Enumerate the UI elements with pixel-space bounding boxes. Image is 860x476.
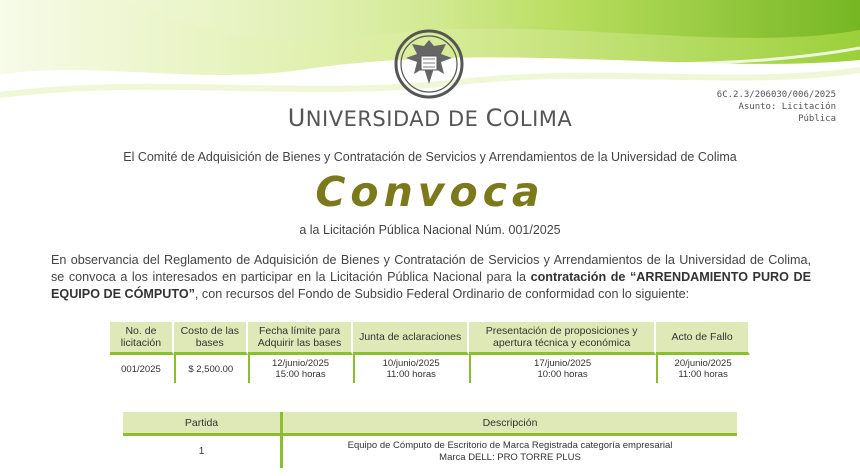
cell-fecha-limite: 12/junio/2025 15:00 horas <box>248 355 354 383</box>
licitation-number: a la Licitación Pública Nacional Núm. 001/2025 <box>299 223 561 237</box>
intro-paragraph: En observancia del Reglamento de Adquisición de Bienes y Contratación de Servicios y Arrendamientos de la Universidad de Colima, se convoca a los interesados en participar en la Licitación Pública Nacional para la contratación de “ARRENDAMIENTO PURO DE EQUIPO DE CÓMPUTO”, con recursos del Fondo de Subsidio Federal Ordinario de conformidad con lo siguiente: <box>51 253 811 301</box>
reference-subject-cont: Pública <box>798 114 836 124</box>
document-reference <box>717 89 836 125</box>
col-fecha-limite: Fecha límite para Adquirir las bases <box>248 322 354 355</box>
col-partida: Partida <box>123 412 283 436</box>
university-name: UNIVERSIDAD DE COLIMA <box>287 104 573 132</box>
items-header-row <box>123 412 737 436</box>
col-fallo: Acto de Fallo <box>656 322 750 355</box>
schedule-table <box>110 322 750 383</box>
cell-licitacion: 001/2025 <box>110 355 174 383</box>
cell-descripcion: Equipo de Cómputo de Escritorio de Marca Registrada categoría empresarial Marca DELL: PRO TORRE PLUS <box>347 440 673 463</box>
cell-partida: 1 <box>123 436 283 468</box>
cell-presentacion: 17/junio/2025 10:00 horas <box>469 355 656 383</box>
col-licitacion: No. de licitación <box>110 322 174 355</box>
schedule-header-row <box>110 322 750 355</box>
reference-code: 6C.2.3/206030/006/2025 <box>716 90 836 100</box>
cell-fallo: 20/junio/2025 11:00 horas <box>656 355 750 383</box>
university-seal-icon <box>394 28 464 100</box>
col-junta: Junta de aclaraciones <box>353 322 469 355</box>
reference-subject: Asunto: Licitación <box>738 102 836 112</box>
table-row <box>110 355 750 383</box>
page-title: Convoca <box>315 168 545 216</box>
table-row <box>123 436 737 468</box>
cell-junta: 10/junio/2025 11:00 horas <box>353 355 469 383</box>
committee-line: El Comité de Adquisición de Bienes y Contratación de Servicios y Arrendamientos de la Universidad de Colima <box>123 150 737 164</box>
col-descripcion: Descripción <box>283 412 737 436</box>
items-table <box>123 412 737 468</box>
col-presentacion: Presentación de proposiciones y apertura técnica y económica <box>469 322 656 355</box>
col-costo: Costo de las bases <box>174 322 248 355</box>
cell-costo: $ 2,500.00 <box>174 355 248 383</box>
